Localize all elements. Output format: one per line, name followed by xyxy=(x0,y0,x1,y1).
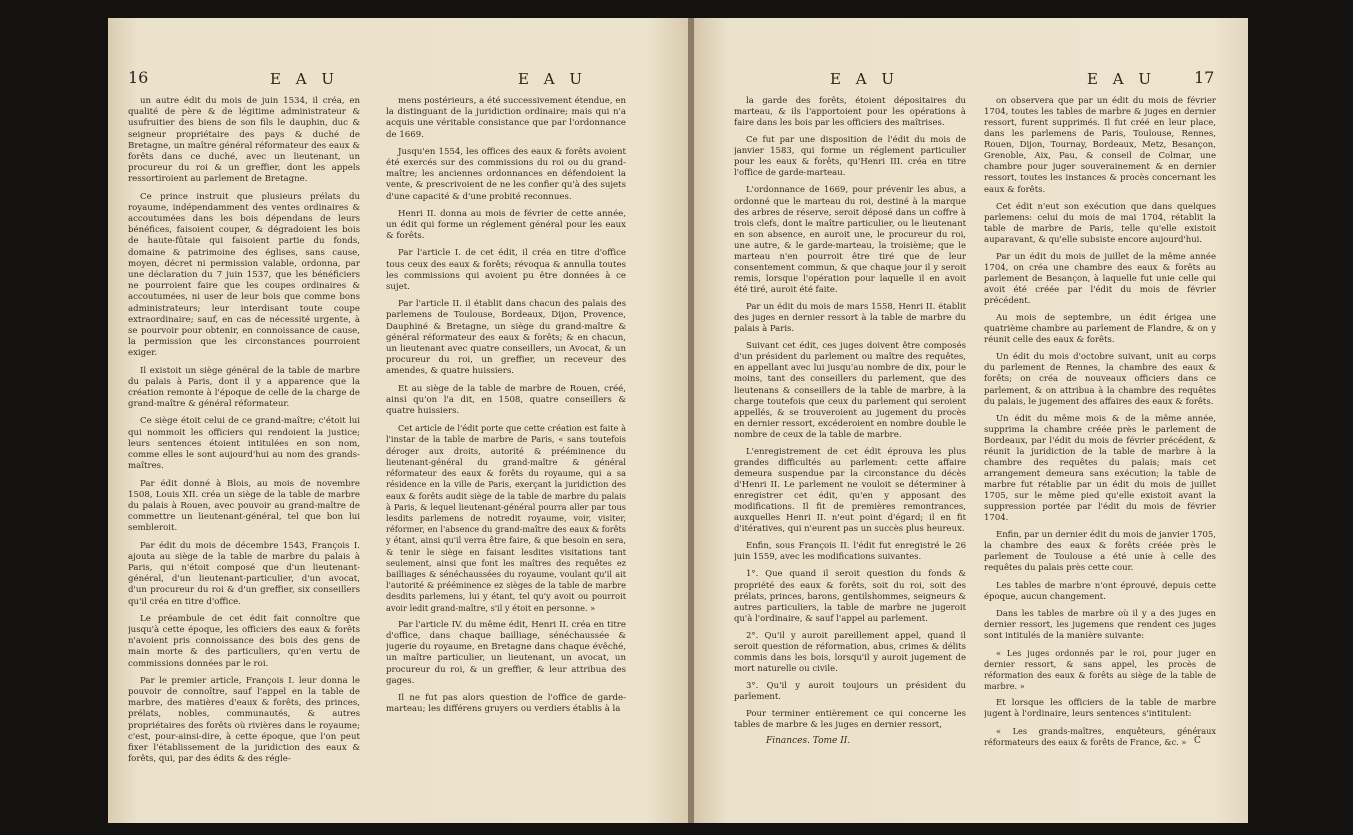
paragraph: 1°. Que quand il seroit question du fonds & propriété des eaux & forêts, soit du roi, soit des prélats, princes, barons, gentilshommes, seigneurs & autres particuliers, la table de marbre ne jugeroit qu'à l'ordinaire, & sauf l'appel au parlement. xyxy=(734,569,966,624)
paragraph: Henri II. donna au mois de février de cette année, un édit qui forme un réglement général pour les eaux & forêts. xyxy=(386,208,626,242)
running-head-right-col1: E A U xyxy=(830,70,899,88)
paragraph: Suivant cet édit, ces juges doivent être composés d'un président du parlement ou maître des requêtes, en appellant avec lui jusqu'au nombre de dix, pour le moins, tant des conseillers du parlement, que des lieutenans & conseillers de la table de marbre, à la charge toutefois que ceux du parlement qui seroient appellés, & se trouveroient au jugement du procès en dernier ressort, excéderoient en nombre double le nombre de ceux de la table de marbre. xyxy=(734,341,966,440)
page-number-right: 17 xyxy=(1194,68,1215,87)
paragraph: Par édit donné à Blois, au mois de novembre 1508, Louis XII. créa un siège de la table de marbre du palais à Rouen, avec pouvoir au grand-maître de commettre un lieutenant-général, tel que bon lui sembleroit. xyxy=(128,478,360,534)
footer-signature: Finances. Tome II. xyxy=(766,736,851,746)
right-page xyxy=(694,18,1248,823)
paragraph: L'enregistrement de cet édit éprouva les plus grandes difficultés au parlement: cette affaire demeura suspendue par la circonstance du décès d'Henri II. Le parlement ne vouloit se déterminer à enregistrer cet édit, qu'en y apposant des modifications. Il fit de premières remontrances, auxquelles Henri II. n'eut point d'égard; il en fit d'itératives, qui n'eurent pas un succès plus heureux. xyxy=(734,446,966,535)
paragraph: Dans les tables de marbre où il y a des juges en dernier ressort, les jugemens que rendent ces juges sont intitulés de la manière suivante: xyxy=(984,608,1216,641)
right-page-column-2 xyxy=(984,96,1216,756)
left-page xyxy=(108,18,690,823)
paragraph: Il ne fut pas alors question de l'office de garde-marteau; les différens gruyers ou verdiers établis à la xyxy=(386,692,626,715)
paragraph: Ce siège étoit celui de ce grand-maître; c'étoit lui qui nommoit les officiers qui rendoient la justice; leurs sentences étoient intitulées en son nom, comme elles le sont aujourd'hui au nom des grands-maîtres. xyxy=(128,416,360,472)
paragraph: Par un édit du mois de mars 1558, Henri II. établit des juges en dernier ressort à la table de marbre du palais à Paris. xyxy=(734,302,966,335)
paragraph: Les tables de marbre n'ont éprouvé, depuis cette époque, aucun changement. xyxy=(984,580,1216,602)
paragraph: Par l'article I. de cet édit, il créa en titre d'office tous ceux des eaux & forêts; révoqua & annulla toutes les commissions qui avoient pu être données à ce sujet. xyxy=(386,248,626,293)
paragraph: Le préambule de cet édit fait connoître que jusqu'à cette époque, les officiers des eaux & forêts n'avoient pris connoissance des bois des gens de main morte & des particuliers, qu'en vertu de commissions données par le roi. xyxy=(128,613,360,669)
left-page-column-1 xyxy=(128,96,360,811)
paragraph: un autre édit du mois de juin 1534, il créa, en qualité de père & de légitime administrateur & usufruitier des biens de son fils le dauphin, duc & seigneur propriétaire des pays & duché de Bretagne, un maître général réformateur des eaux & forêts dans ce duché, avec un lieutenant, un procureur du roi & un greffier, dont les appels ressortiroient au parlement de Bretagne. xyxy=(128,96,360,185)
paragraph: 3°. Qu'il y auroit toujours un président du parlement. xyxy=(734,681,966,703)
paragraph: la garde des forêts, étoient dépositaires du marteau, & ils l'apportoient pour les opérations à faire dans les bois par les officiers des maîtrises. xyxy=(734,96,966,129)
paragraph: 2°. Qu'il y auroit pareillement appel, quand il seroit question de réformation, abus, crimes & délits commis dans les bois, lorsqu'il y auroit jugement de mort naturelle ou civile. xyxy=(734,630,966,674)
paragraph: Et lorsque les officiers de la table de marbre jugent à l'ordinaire, leurs sentences s'intitulent: xyxy=(984,698,1216,720)
paragraph: L'ordonnance de 1669, pour prévenir les abus, a ordonné que le marteau du roi, destiné à la marque des arbres de réserve, seroit déposé dans un coffre à trois clefs, dont le maître particulier, ou le lieutenant en son absence, en auroit une, le procureur du roi, une autre, & le garde-marteau, la troisième; que le marteau n'en pourroit être tiré que de leur consentement commun, & que chaque jour il y seroit remis, lorsque l'opération pour laquelle il en avoit été tiré, auroit été faite. xyxy=(734,185,966,295)
paragraph: Un édit du mois d'octobre suivant, unit au corps du parlement de Rennes, la chambre des eaux & forêts; on créa de nouveaux officiers dans ce parlement, & on attribua à la chambre des requêtes du palais, le jugement des affaires des eaux & forêts. xyxy=(984,352,1216,407)
paragraph: Par l'article IV. du même édit, Henri II. créa en titre d'office, dans chaque bailliage, sénéchaussée & jugerie du royaume, en Bretagne dans chaque évêché, un maître particulier, un lieutenant, un avocat, un procureur du roi, & un greffier, & leur attribua des gages. xyxy=(386,619,626,686)
page-number-left: 16 xyxy=(128,68,149,87)
running-head-left-col1: E A U xyxy=(270,70,339,88)
quoted-passage: « Les juges ordonnés par le roi, pour juger en dernier ressort, & sans appel, les procès de réformation des eaux & forêts au siège de la table de marbre. » xyxy=(984,647,1216,691)
quoted-passage: Cet article de l'édit porte que cette création est faite à l'instar de la table de marbre de Paris, « sans toutefois déroger aux droits, autorité & prééminence du lieutenant-général du grand-maître & général réformateur des eaux & forêts du royaume, qui a sa résidence en la ville de Paris, exerçant la juridiction des eaux & forêts audit siège de la table de marbre du palais à Paris, & lequel lieutenant-général pourra aller par tous lesdits parlemens de notredit royaume, voir, visiter, réformer, en l'absence du grand-maître des eaux & forêts y étant, ainsi qu'il verra être faire, & que besoin en sera, & tenir le siège en faisant lesdites visitations tant seulement, ainsi que font les maîtres des requêtes ez bailliages & sénéchaussées du royaume, voulant qu'il ait l'autorité & prééminence ez sièges de la table de marbre desdits parlemens, lui y étant, tel qu'y avoit ou pourroit avoir ledit grand-maître, s'il y étoit en personne. » xyxy=(386,423,626,613)
paragraph: Et au siège de la table de marbre de Rouen, créé, ainsi qu'on l'a dit, en 1508, quatre conseillers & quatre huissiers. xyxy=(386,383,626,417)
paragraph: Ce fut par une disposition de l'édit du mois de janvier 1583, qui forme un réglement particulier pour les eaux & forêts, qu'Henri III. créa en titre l'office de garde-marteau. xyxy=(734,135,966,179)
running-head-right-col2: E A U xyxy=(1087,70,1156,88)
paragraph: Cet édit n'eut son exécution que dans quelques parlemens: celui du mois de mai 1704, rétablit la table de marbre de Paris, telle qu'elle existoit auparavant, & qu'elle subsiste encore aujourd'hui. xyxy=(984,201,1216,245)
paragraph: Jusqu'en 1554, les offices des eaux & forêts avoient été exercés sur des commissions du roi ou du grand-maître; les anciennes ordonnances en défendoient la vente, & prescrivoient de ne les confier qu'à des sujets d'une capacité & d'une probité reconnues. xyxy=(386,146,626,202)
paragraph: Enfin, sous François II. l'édit fut enregistré le 26 juin 1559, avec les modifications suivantes. xyxy=(734,541,966,563)
paragraph: Il existoit un siège général de la table de marbre du palais à Paris, dont il y a apparence que la création remonte à l'époque de celle de la charge de grand-maître & général réformateur. xyxy=(128,365,360,410)
quoted-passage: « Les grands-maîtres, enquêteurs, généraux réformateurs des eaux & forêts de France, &c. » xyxy=(984,726,1216,748)
paragraph: Par le premier article, François I. leur donna le pouvoir de connoître, sauf l'appel en la table de marbre, des matières d'eaux & forêts, des princes, prélats, nobles, communautés, & autres propriétaires des forêts où rivières dans le royaume; c'est, pour-ainsi-dire, à cette époque, que l'on peut fixer l'établissement de la juridiction des eaux & forêts, qui, par des édits & des régle- xyxy=(128,675,360,765)
paragraph: Enfin, par un dernier édit du mois de janvier 1705, la chambre des eaux & forêts créée près le parlement de Toulouse a été unie à celle des requêtes du palais près cette cour. xyxy=(984,530,1216,574)
left-page-column-2 xyxy=(386,96,626,811)
open-book xyxy=(108,18,1248,823)
paragraph: on observera que par un édit du mois de février 1704, toutes les tables de marbre & juges en dernier ressort, furent supprimés. Il fut créé en leur place, dans les parlemens de Paris, Toulouse, Rennes, Rouen, Dijon, Tournay, Bordeaux, Metz, Besançon, Grenoble, Aix, Pau, & conseil de Colmar, une chambre pour juger souverainement & en dernier ressort, toutes les instances & procès concernant les eaux & forêts. xyxy=(984,96,1216,195)
paragraph: Par l'article II. il établit dans chacun des palais des parlemens de Toulouse, Bordeaux, Dijon, Provence, Dauphiné & Bretagne, un siège du grand-maître & général réformateur des eaux & forêts; & en chacun, un lieutenant avec quatre conseillers, un Avocat, & un procureur du roi, un greffier, un receveur des amendes, & quatre huissiers. xyxy=(386,299,626,377)
paragraph: Par édit du mois de décembre 1543, François I. ajouta au siège de la table de marbre du palais à Paris, qui n'étoit composé que d'un lieutenant-général, d'un lieutenant-particulier, d'un avocat, d'un procureur du roi & d'un greffier, six conseillers qu'il créa en titre d'office. xyxy=(128,540,360,607)
paragraph: Un édit du même mois & de la même année, supprima la chambre créée près le parlement de Bordeaux, par l'édit du mois de février précédent, & réunit la juridiction de la table de marbre à la chambre des requêtes du palais; mais cet arrangement demeura sans exécution; la table de marbre fut rétablie par un édit du mois de juillet 1705, sur le même pied qu'elle existoit avant la suppression portée par l'édit du mois de février 1704. xyxy=(984,413,1216,524)
footer-gathering-mark: C xyxy=(1194,736,1201,746)
paragraph: Pour terminer entièrement ce qui concerne les tables de marbre & les juges en dernier ressort, xyxy=(734,709,966,731)
paragraph: Par un édit du mois de juillet de la même année 1704, on créa une chambre des eaux & forêts au parlement de Besançon, à laquelle fut unie celle qui avoit été créée par l'édit du mois de février précédent. xyxy=(984,251,1216,307)
running-head-left-col2: E A U xyxy=(518,70,587,88)
paragraph: mens postérieurs, a été successivement étendue, en la distinguant de la juridiction ordinaire; mais qui n'a acquis une véritable consistance que par l'ordonnance de 1669. xyxy=(386,96,626,140)
paragraph: Au mois de septembre, un édit érigea une quatrième chambre au parlement de Flandre, & on y réunit celle des eaux & forêts. xyxy=(984,313,1216,346)
right-page-column-1 xyxy=(734,96,966,736)
paragraph: Ce prince instruit que plusieurs prélats du royaume, indépendamment des ventes ordinaires & accoutumées dans les bois dépendans de leurs bénéfices, faisoient couper, & dégradoient les bois de haute-fûtaie qui faisoient partie du fonds, domaine & patrimoine des églises, sans cause, moyen, décret ni permission valable, ordonna, par une déclaration du 7 juin 1537, que les bénéficiers ne pourroient faire que les coupes ordinaires & accoutumées, ni user de leur bois que comme bons administrateurs; leur interdisant toute coupe extraordinaire; sauf, en cas de nécessité urgente, à se pourvoir pour obtenir, en connoissance de cause, la permission que les circonstances pourroient exiger. xyxy=(128,191,360,359)
